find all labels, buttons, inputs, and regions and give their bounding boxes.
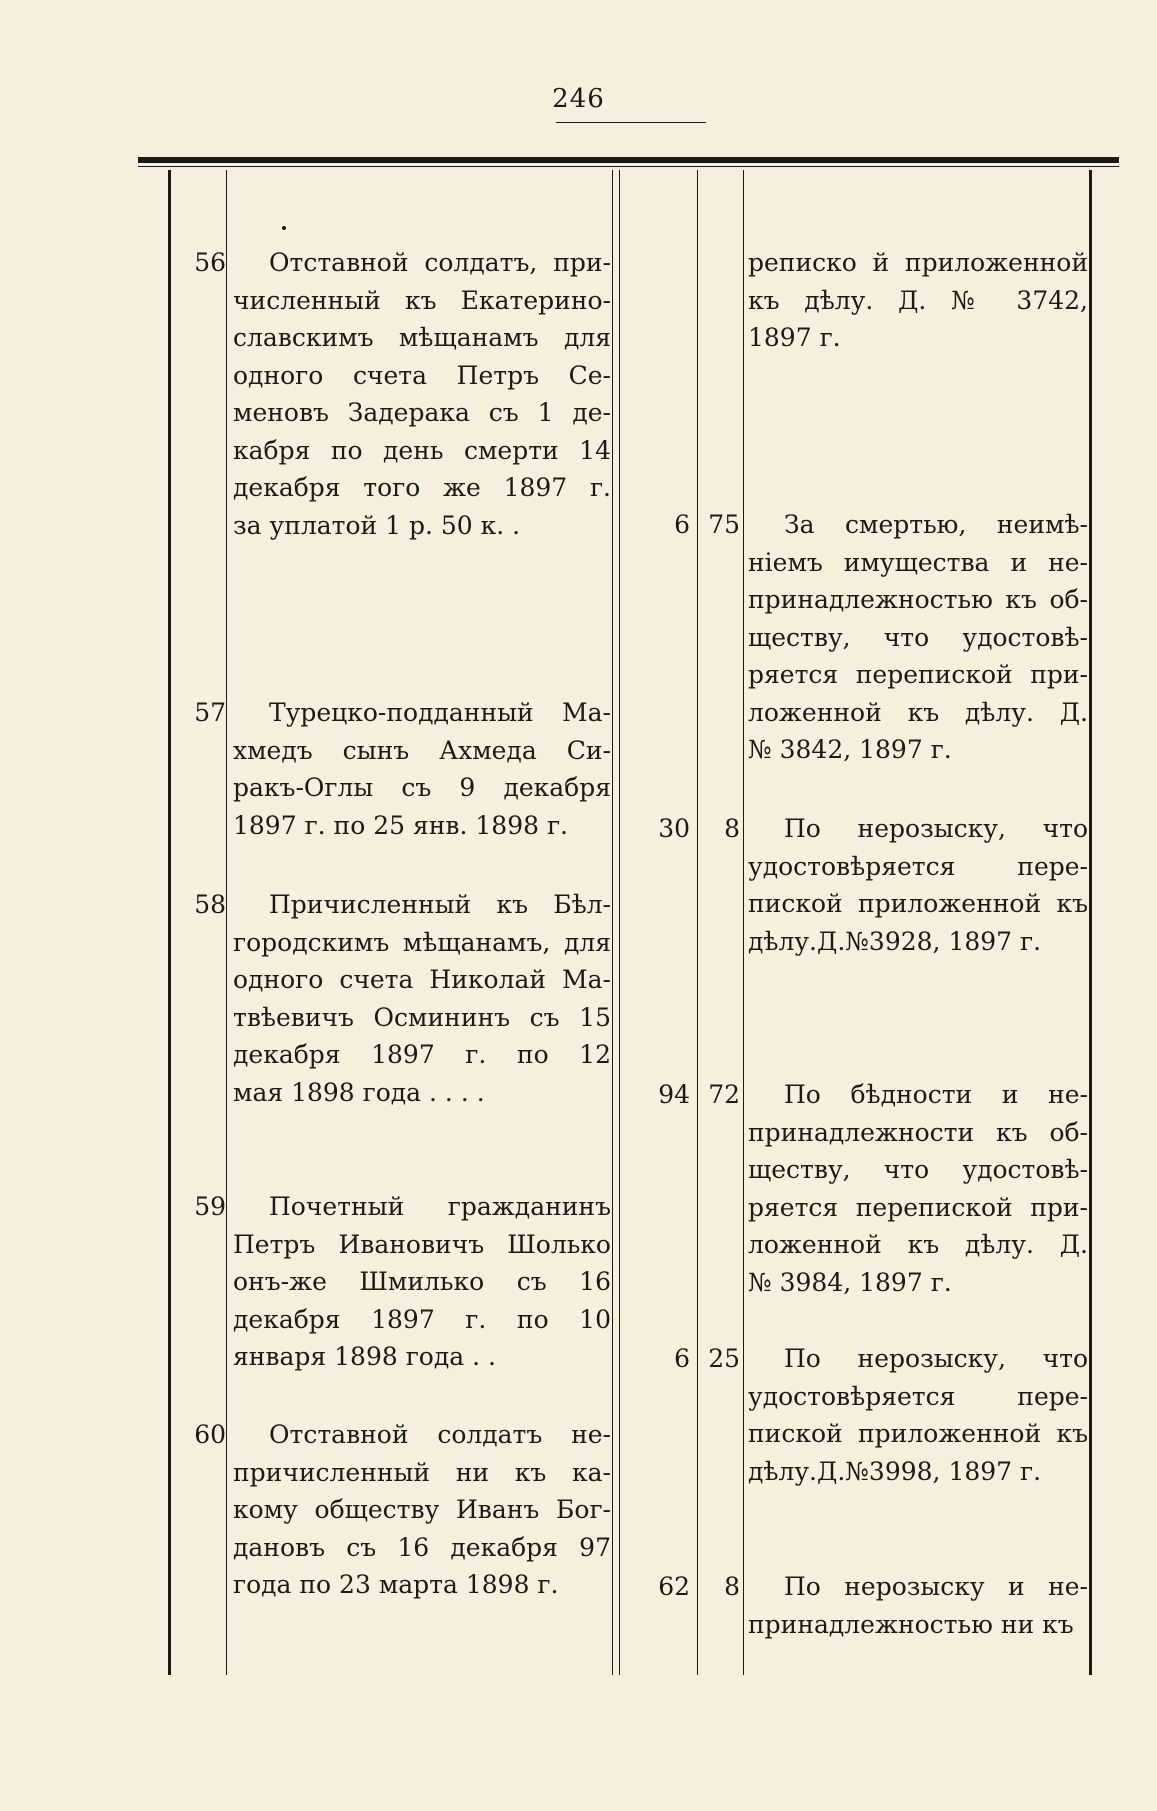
reason-line: принадлежности къ об- [748, 1117, 1088, 1147]
reason-text [748, 1568, 1088, 1643]
column-rule-desc [612, 170, 613, 1675]
column-rule-kop [743, 170, 744, 1675]
desc-line: 1897 г. по 25 янв. 1898 г. [233, 810, 568, 840]
reason-line: дѣлу.Д.№3998, 1897 г. [748, 1456, 1042, 1486]
reason-line: ществу, что удостовѣ- [748, 622, 1088, 652]
amount-kopecks: 72 [708, 1080, 740, 1109]
entry-number: 56 [194, 248, 226, 277]
desc-line: Отставной солдатъ, при- [269, 248, 611, 277]
desc-line: твѣевичъ Осмининъ съ 15 [233, 1002, 611, 1032]
reason-line: реписко й приложенной [748, 248, 1088, 277]
desc-line: дановъ съ 16 декабря 97 [233, 1532, 611, 1562]
desc-line: кому обществу Иванъ Бог- [233, 1495, 611, 1524]
entry-description [233, 1416, 611, 1604]
reason-line: № 3842, 1897 г. [748, 735, 952, 764]
desc-line: декабря 1897 г. по 10 [233, 1304, 611, 1334]
reason-line: ніемъ имущества и не- [748, 547, 1088, 577]
amount-rubles: 94 [658, 1080, 690, 1109]
desc-line: онъ-же Шмилько съ 16 [233, 1267, 611, 1296]
desc-line: городскимъ мѣщанамъ, для [233, 927, 611, 957]
reason-line: пиской приложенной къ [748, 1419, 1088, 1448]
reason-line: удостовѣряется пере- [748, 851, 1088, 881]
amount-kopecks: 8 [724, 1572, 740, 1601]
column-rule-right [1089, 170, 1092, 1675]
amount-rubles: 62 [658, 1572, 690, 1601]
desc-line: кабря по день смерти 14 [233, 435, 611, 465]
entry-description [233, 1188, 611, 1376]
page-number-rule [556, 122, 706, 123]
reason-line: ществу, что удостовѣ- [748, 1155, 1088, 1184]
desc-line: декабря того же 1897 г. [233, 473, 611, 502]
reason-line: По нерозыску, что [784, 1344, 1088, 1373]
column-rule-rub [697, 170, 698, 1675]
reason-text [748, 810, 1088, 960]
desc-line: Турецко-подданный Ма- [269, 698, 611, 727]
desc-line: ракъ-Оглы съ 9 декабря [233, 773, 611, 802]
entry-number: 60 [194, 1420, 226, 1449]
desc-line: Отставной солдатъ не- [269, 1420, 611, 1449]
reason-line: ряется перепиской при- [748, 1192, 1088, 1222]
reason-text [748, 1340, 1088, 1490]
reason-line: принадлежностью къ об- [748, 585, 1088, 614]
desc-line: численный къ Екатерино- [233, 285, 611, 315]
amount-rubles: 6 [674, 510, 690, 539]
entry-description [233, 886, 611, 1111]
reason-line: пиской приложенной къ [748, 889, 1088, 918]
amount-kopecks: 8 [724, 814, 740, 843]
desc-line: Почетный гражданинъ [269, 1192, 611, 1221]
entry-description [233, 694, 611, 844]
column-rule-desc-double [619, 170, 620, 1675]
amount-kopecks: 75 [708, 510, 740, 539]
reason-line: № 3984, 1897 г. [748, 1267, 952, 1297]
desc-line: за уплатой 1 р. 50 к. . [233, 510, 521, 540]
entry-number: 58 [194, 890, 226, 919]
reason-line: ряется перепиской при- [748, 660, 1088, 689]
entry-number: 59 [194, 1192, 226, 1221]
reason-text [748, 506, 1088, 769]
column-rule-num [226, 170, 227, 1675]
desc-line: хмедъ сынъ Ахмеда Си- [233, 735, 611, 765]
reason-line: ложенной къ дѣлу. Д. [748, 697, 1088, 727]
desc-line: декабря 1897 г. по 12 [233, 1040, 611, 1069]
desc-line: меновъ Задерака съ 1 де- [233, 398, 611, 427]
reason-line: По бѣдности и не- [784, 1080, 1088, 1109]
desc-line: одного счета Петръ Се- [233, 360, 611, 390]
column-rule-left [168, 170, 171, 1675]
desc-line: года по 23 марта 1898 г. [233, 1570, 559, 1599]
page-number: 246 [552, 84, 605, 114]
reason-line: дѣлу.Д.№3928, 1897 г. [748, 926, 1042, 956]
reason-line: ложенной къ дѣлу. Д. [748, 1230, 1088, 1259]
reason-line: За смертью, неимѣ- [784, 510, 1088, 539]
desc-line: одного счета Николай Ма- [233, 965, 611, 994]
reason-line: По нерозыску и не- [784, 1572, 1088, 1601]
reason-line: къ дѣлу. Д. № 3742, [748, 285, 1088, 315]
reason-line: удостовѣряется пере- [748, 1381, 1088, 1411]
desc-line: Причисленный къ Бѣл- [269, 890, 611, 919]
table-top-rule [138, 157, 1119, 163]
reason-text [748, 244, 1088, 357]
desc-line: славскимъ мѣщанамъ для [233, 323, 611, 352]
desc-line: мая 1898 года . . . . [233, 1077, 485, 1107]
printing-speck [282, 226, 286, 230]
desc-line: Петръ Ивановичъ Шолько [233, 1229, 611, 1259]
desc-line: причисленный ни къ ка- [233, 1457, 611, 1487]
entry-number: 57 [194, 698, 226, 727]
reason-text [748, 1076, 1088, 1301]
reason-line: принадлежностью ни къ [748, 1609, 1074, 1639]
entry-description [233, 244, 611, 544]
desc-line: января 1898 года . . [233, 1342, 496, 1371]
reason-line: По нерозыску, что [784, 814, 1088, 843]
amount-rubles: 30 [658, 814, 690, 843]
amount-rubles: 6 [674, 1344, 690, 1373]
reason-line: 1897 г. [748, 323, 841, 352]
amount-kopecks: 25 [708, 1344, 740, 1373]
table-top-thin-rule [138, 166, 1119, 167]
